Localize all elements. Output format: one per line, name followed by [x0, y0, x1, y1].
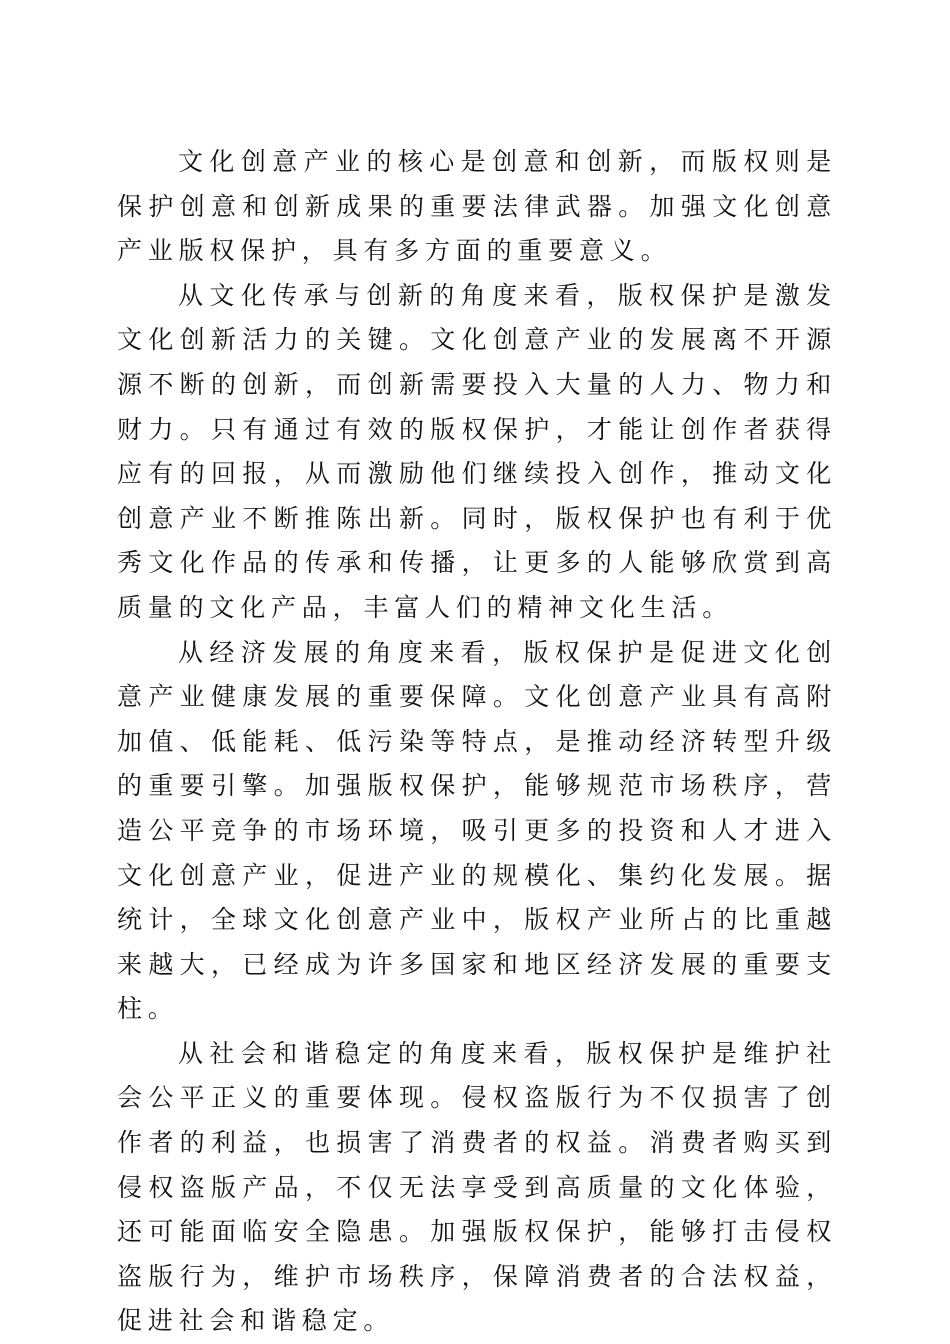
- paragraph-social-harmony: 从社会和谐稳定的角度来看，版权保护是维护社会公平正义的重要体现。侵权盗版行为不仅损害了创作者的利益，也损害了消费者的权益。消费者购买到侵权盗版产品，不仅无法享受到高质量的文化体验，还可能面临安全隐患。加强版权保护，能够打击侵权盗版行为，维护市场秩序，保障消费者的合法权益，促进社会和谐稳定。: [117, 1038, 837, 1336]
- paragraph-economic-development: 从经济发展的角度来看，版权保护是促进文化创意产业健康发展的重要保障。文化创意产业具有高附加值、低能耗、低污染等特点，是推动经济转型升级的重要引擎。加强版权保护，能够规范市场秩序，营造公平竞争的市场环境，吸引更多的投资和人才进入文化创意产业，促进产业的规模化、集约化发展。据统计，全球文化创意产业中，版权产业所占的比重越来越大，已经成为许多国家和地区经济发展的重要支柱。: [117, 637, 837, 1024]
- paragraph-intro: 文化创意产业的核心是创意和创新，而版权则是保护创意和创新成果的重要法律武器。加强文化创意产业版权保护，具有多方面的重要意义。: [117, 147, 837, 266]
- paragraph-cultural-heritage: 从文化传承与创新的角度来看，版权保护是激发文化创新活力的关键。文化创意产业的发展离不开源源不断的创新，而创新需要投入大量的人力、物力和财力。只有通过有效的版权保护，才能让创作者获得应有的回报，从而激励他们继续投入创作，推动文化创意产业不断推陈出新。同时，版权保护也有利于优秀文化作品的传承和传播，让更多的人能够欣赏到高质量的文化产品，丰富人们的精神文化生活。: [117, 280, 837, 622]
- document-body: [117, 140, 837, 1344]
